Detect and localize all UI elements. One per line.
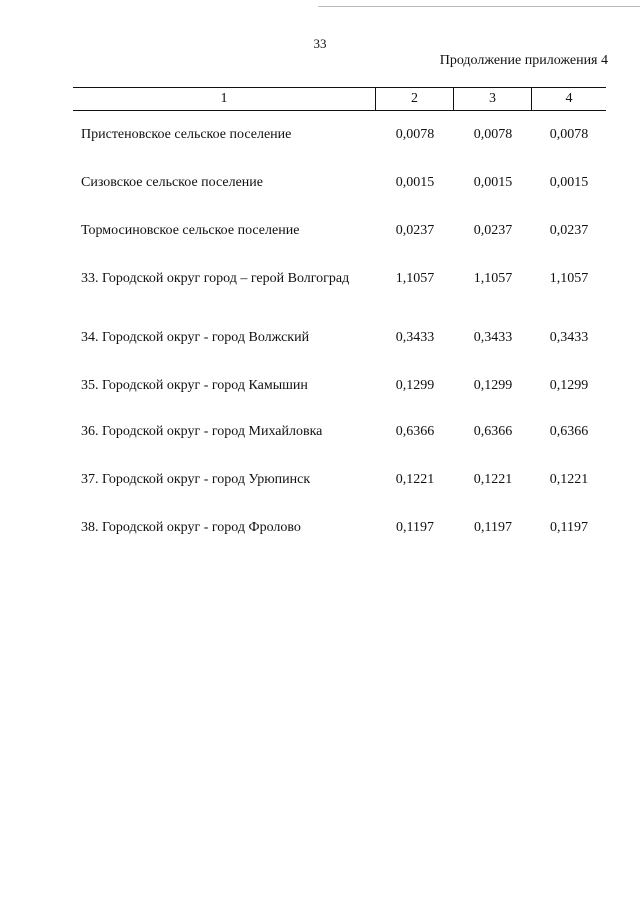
value-col-2: 0,0078: [395, 127, 435, 142]
settlement-name: Пристеновское сельское поселение: [81, 127, 292, 142]
value-col-2: 0,0237: [395, 223, 435, 238]
value-col-4: 0,6366: [549, 424, 589, 439]
table-row: [73, 174, 606, 192]
value-col-4: 0,0078: [549, 127, 589, 142]
value-col-3: 0,1299: [473, 378, 513, 393]
header-cell-4: 4: [565, 91, 573, 106]
value-col-2: 0,1299: [395, 378, 435, 393]
value-col-4: 0,3433: [549, 330, 589, 345]
table-header: [73, 87, 606, 111]
settlement-name: 38. Городской округ - город Фролово: [81, 520, 301, 535]
value-col-3: 1,1057: [473, 271, 513, 286]
page-number: 33: [313, 36, 327, 51]
value-col-3: 0,1197: [474, 520, 512, 535]
value-col-2: 1,1057: [395, 271, 435, 286]
value-col-3: 0,0015: [473, 175, 513, 190]
table-row: [73, 519, 606, 537]
value-col-2: 0,3433: [395, 330, 435, 345]
appendix-continuation-note: Продолжение приложения 4: [439, 53, 608, 68]
value-col-2: 0,1197: [396, 520, 434, 535]
value-col-2: 0,1221: [395, 472, 435, 487]
value-col-3: 0,0237: [473, 223, 513, 238]
settlement-name: 36. Городской округ - город Михайловка: [81, 424, 323, 439]
value-col-2: 0,6366: [395, 424, 435, 439]
table-row: [73, 329, 606, 347]
table-row: [73, 471, 606, 489]
settlement-name: 37. Городской округ - город Урюпинск: [81, 472, 311, 487]
header-cell-3: 3: [454, 88, 532, 110]
value-col-4: 0,0237: [549, 223, 589, 238]
value-col-3: 0,1221: [473, 472, 513, 487]
settlement-name: Сизовское сельское поселение: [81, 175, 263, 190]
value-col-4: 0,0015: [549, 175, 589, 190]
value-col-4: 0,1221: [549, 472, 589, 487]
settlement-name: 34. Городской округ - город Волжский: [81, 330, 310, 345]
table-row: [73, 377, 606, 395]
header-cell-1: 1: [73, 88, 376, 110]
table-row: [73, 222, 606, 240]
settlement-name: 33. Городской округ город – герой Волгоград: [81, 271, 350, 286]
value-col-3: 0,3433: [473, 330, 513, 345]
top-rule: [318, 6, 640, 7]
table-row: [73, 423, 606, 441]
value-col-3: 0,0078: [473, 127, 513, 142]
header-cell-2: 2: [376, 88, 454, 110]
settlement-name: Тормосиновское сельское поселение: [81, 223, 300, 238]
value-col-2: 0,0015: [395, 175, 435, 190]
settlement-name: 35. Городской округ - город Камышин: [81, 378, 308, 393]
table-row: [73, 126, 606, 144]
value-col-4: 0,1197: [550, 520, 588, 535]
value-col-3: 0,6366: [473, 424, 513, 439]
table-row: [73, 270, 606, 288]
value-col-4: 0,1299: [549, 378, 589, 393]
value-col-4: 1,1057: [549, 271, 589, 286]
